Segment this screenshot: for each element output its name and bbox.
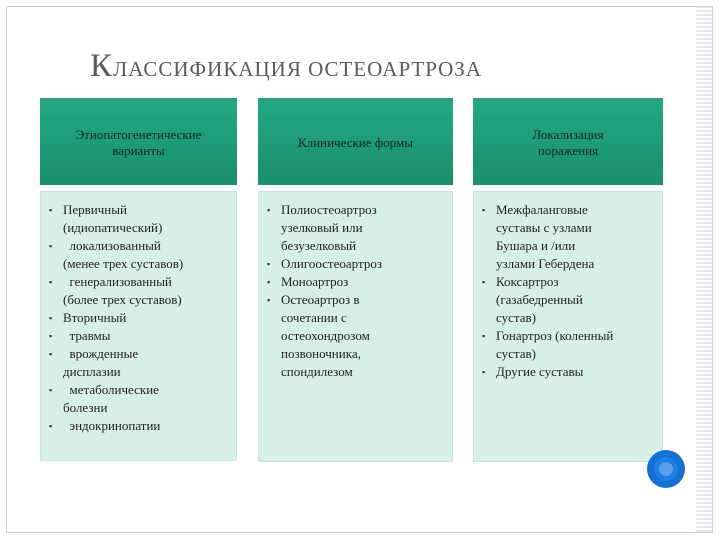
header-clinical-forms	[258, 98, 453, 185]
list-item: спондилезом	[281, 364, 353, 379]
header-text-3: Локализация поражения	[532, 127, 604, 158]
list-column-2	[267, 201, 444, 381]
list-item: (менее трех суставов)	[63, 256, 184, 271]
list-item: ▪ Моноартроз	[267, 273, 444, 291]
list-item: сустав)	[496, 346, 536, 361]
right-decorative-band	[696, 7, 712, 532]
header-etiopathogenetic-variants	[40, 98, 237, 185]
page-title-rest: ЛАССИФИКАЦИЯ ОСТЕОАРТРОЗА	[113, 57, 482, 81]
list-item: сочетании с	[281, 310, 347, 325]
list-item: безузелковый	[281, 238, 357, 253]
list-item: ▪ локализованный	[49, 237, 228, 255]
list-item: дисплазии	[63, 364, 121, 379]
list-item: ▪ Вторичный	[49, 309, 228, 327]
page-title	[90, 50, 482, 83]
list-item: ▪ врожденные	[49, 345, 228, 363]
header-localization	[473, 98, 663, 185]
list-item: ▪ травмы	[49, 327, 228, 345]
list-item: болезни	[63, 400, 108, 415]
list-item: ▪ Первичный	[49, 201, 228, 219]
list-column-1	[49, 201, 228, 435]
list-item: ▪ Полиостеоартроз	[267, 201, 444, 219]
body-column-2	[258, 191, 453, 462]
list-item: Бушара и /или	[496, 238, 576, 253]
list-column-3	[482, 201, 654, 381]
list-item: остеохондрозом	[281, 328, 370, 343]
list-item: сустав)	[496, 310, 536, 325]
list-item: узелковый или	[281, 220, 363, 235]
body-column-3	[473, 191, 663, 462]
list-item: ▪ Остеоартроз в	[267, 291, 444, 309]
header-text-1: Этиопатогенетические варианты	[75, 127, 202, 158]
list-item: ▪ Олигоостеоартроз	[267, 255, 444, 273]
list-item: суставы с узлами	[496, 220, 592, 235]
list-item: ▪ Межфаланговые	[482, 201, 654, 219]
list-item: ▪ генерализованный	[49, 273, 228, 291]
list-item: узлами Гебердена	[496, 256, 595, 271]
list-item: позвоночника,	[281, 346, 361, 361]
list-item: ▪ Гонартроз (коленный	[482, 327, 654, 345]
list-item: (более трех суставов)	[63, 292, 182, 307]
list-item: (газабедренный	[496, 292, 583, 307]
blue-circle-highlight	[659, 462, 673, 476]
list-item: ▪ Коксартроз	[482, 273, 654, 291]
list-item: ▪ метаболические	[49, 381, 228, 399]
body-column-1	[40, 191, 237, 461]
list-item: ▪ Другие суставы	[482, 363, 654, 381]
list-item: (идиопатический)	[63, 220, 163, 235]
page-title-initial: К	[90, 48, 114, 84]
header-text-2: Клинические формы	[298, 135, 413, 150]
list-item: ▪ эндокринопатии	[49, 417, 228, 435]
